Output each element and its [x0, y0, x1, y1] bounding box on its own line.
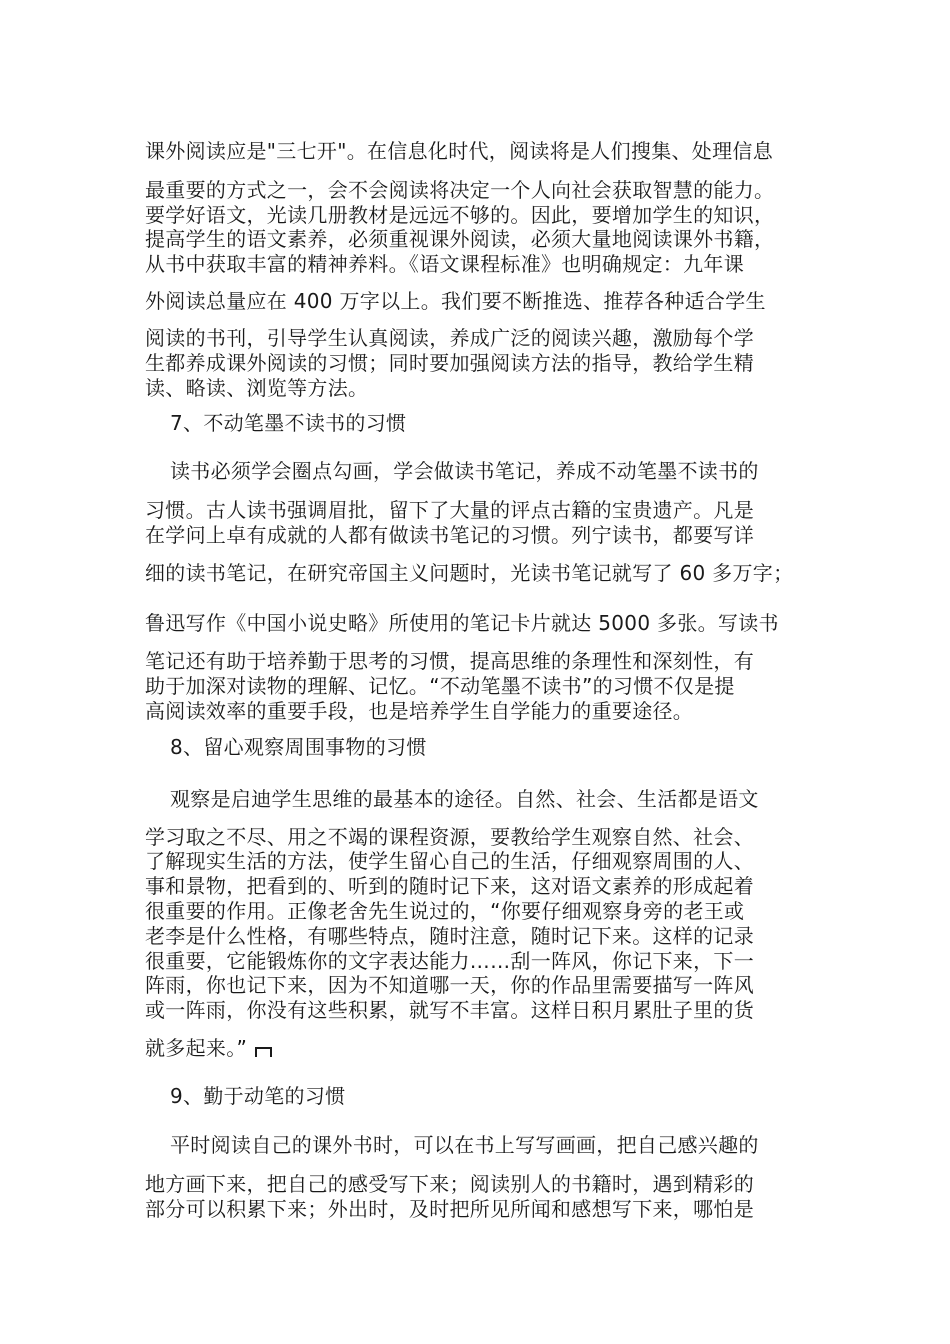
text-line: 阅读的书刊，引导学生认真阅读，养成广泛的阅读兴趣，激励每个学	[145, 326, 754, 350]
text-line: 鲁迅写作《中国小说史略》所使用的笔记卡片就达 5000 多张。写读书	[145, 611, 779, 635]
text-line: 生都养成课外阅读的习惯；同时要加强阅读方法的指导，教给学生精	[145, 351, 754, 375]
text-line: 很重要，它能锻炼你的文字表达能力……刮一阵风，你记下来，下一	[145, 949, 754, 973]
text-line: 读书必须学会圈点勾画，学会做读书笔记，养成不动笔墨不读书的	[170, 459, 759, 483]
text-line: 最重要的方式之一，会不会阅读将决定一个人向社会获取智慧的能力。	[145, 178, 775, 202]
text-line: 地方画下来，把自己的感受写下来；阅读别人的书籍时，遇到精彩的	[145, 1172, 754, 1196]
text-line: 习惯。古人读书强调眉批，留下了大量的评点古籍的宝贵遗产。凡是	[145, 498, 754, 522]
text-line-last	[145, 1036, 272, 1060]
text-line: 或一阵雨，你没有这些积累，就写不丰富。这样日积月累肚子里的货	[145, 998, 754, 1022]
text-line: 阵雨，你也记下来，因为不知道哪一天，你的作品里需要描写一阵风	[145, 973, 754, 997]
text-line: 高阅读效率的重要手段，也是培养学生自学能力的重要途径。	[145, 699, 694, 723]
text-line: 课外阅读应是"三七开"。在信息化时代，阅读将是人们搜集、处理信息	[145, 139, 773, 163]
text-line: 笔记还有助于培养勤于思考的习惯，提高思维的条理性和深刻性，有	[145, 649, 754, 673]
text-line: 观察是启迪学生思维的最基本的途径。自然、社会、生活都是语文	[170, 787, 759, 811]
section-heading-8: 8、留心观察周围事物的习惯	[170, 735, 427, 759]
text-line: 要学好语文，光读几册教材是远远不够的。因此，要增加学生的知识，	[145, 203, 775, 227]
text-line: 助于加深对读物的理解、记忆。“不动笔墨不读书”的习惯不仅是提	[145, 674, 735, 698]
text-line: 了解现实生活的方法，使学生留心自己的生活，仔细观察周围的人、	[145, 849, 754, 873]
text-line: 学习取之不尽、用之不竭的课程资源，要教给学生观察自然、社会、	[145, 825, 754, 849]
text-line: 平时阅读自己的课外书时，可以在书上写写画画，把自己感兴趣的	[170, 1133, 759, 1157]
text-line: 老李是什么性格，有哪些特点，随时注意，随时记下来。这样的记录	[145, 924, 754, 948]
text-line: 提高学生的语文素养，必须重视课外阅读，必须大量地阅读课外书籍，	[145, 227, 775, 251]
text-line: 读、略读、浏览等方法。	[145, 376, 369, 400]
text-line: 就多起来。”	[145, 1036, 248, 1060]
text-line: 从书中获取丰富的精神养料。《语文课程标准》也明确规定：九年课	[145, 252, 744, 276]
text-line: 很重要的作用。正像老舍先生说过的，“你要仔细观察身旁的老王或	[145, 899, 745, 923]
section-heading-7: 7、不动笔墨不读书的习惯	[170, 411, 407, 435]
text-line: 在学问上卓有成就的人都有做读书笔记的习惯。列宁读书，都要写详	[145, 523, 754, 547]
text-line: 事和景物，把看到的、听到的随时记下来，这对语文素养的形成起着	[145, 874, 754, 898]
section-heading-9: 9、勤于动笔的习惯	[170, 1084, 346, 1108]
text-line: 外阅读总量应在 400 万字以上。我们要不断推选、推荐各种适合学生	[145, 289, 766, 313]
text-line: 细的读书笔记，在研究帝国主义问题时，光读书笔记就写了 60 多万字；	[145, 561, 794, 585]
bracket-mark-icon	[255, 1047, 272, 1057]
text-line: 部分可以积累下来；外出时，及时把所见所闻和感想写下来，哪怕是	[145, 1197, 754, 1221]
